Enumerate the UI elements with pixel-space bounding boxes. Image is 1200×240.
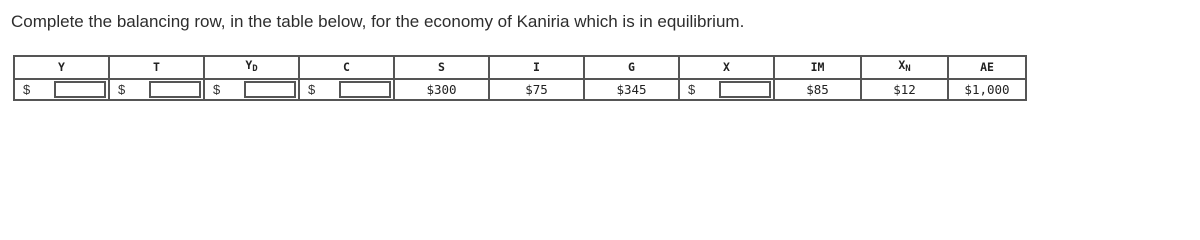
- cell-g: $345: [584, 79, 679, 100]
- header-im: IM: [774, 56, 861, 79]
- x-input[interactable]: [719, 81, 771, 98]
- cell-xn: $12: [861, 79, 948, 100]
- header-yd: [204, 56, 299, 79]
- cell-t: [109, 79, 204, 100]
- header-xn-main: X: [898, 58, 906, 72]
- header-xn: [861, 56, 948, 79]
- c-input[interactable]: [339, 81, 391, 98]
- header-c: C: [299, 56, 394, 79]
- header-g: G: [584, 56, 679, 79]
- cell-x: [679, 79, 774, 100]
- cell-yd: [204, 79, 299, 100]
- dollar-sign: $: [23, 82, 31, 97]
- header-xn-subscript: N: [905, 64, 911, 74]
- balancing-table: [13, 55, 1027, 101]
- header-yd-main: Y: [245, 58, 253, 72]
- cell-im: $85: [774, 79, 861, 100]
- header-ae: AE: [948, 56, 1026, 79]
- dollar-sign: $: [213, 82, 221, 97]
- header-x: X: [679, 56, 774, 79]
- header-row: [14, 56, 1026, 79]
- dollar-sign: $: [118, 82, 126, 97]
- header-s: S: [394, 56, 489, 79]
- header-y: Y: [14, 56, 109, 79]
- dollar-sign: $: [688, 82, 696, 97]
- yd-input[interactable]: [244, 81, 296, 98]
- cell-ae: $1,000: [948, 79, 1026, 100]
- dollar-sign: $: [308, 82, 316, 97]
- cell-s: $300: [394, 79, 489, 100]
- header-t: T: [109, 56, 204, 79]
- y-input[interactable]: [54, 81, 106, 98]
- cell-c: [299, 79, 394, 100]
- cell-i: $75: [489, 79, 584, 100]
- header-i: I: [489, 56, 584, 79]
- header-yd-subscript: D: [252, 64, 258, 74]
- t-input[interactable]: [149, 81, 201, 98]
- question-prompt: Complete the balancing row, in the table below, for the economy of Kaniria which is in equilibrium.: [11, 12, 745, 31]
- balancing-row: [14, 79, 1026, 100]
- cell-y: [14, 79, 109, 100]
